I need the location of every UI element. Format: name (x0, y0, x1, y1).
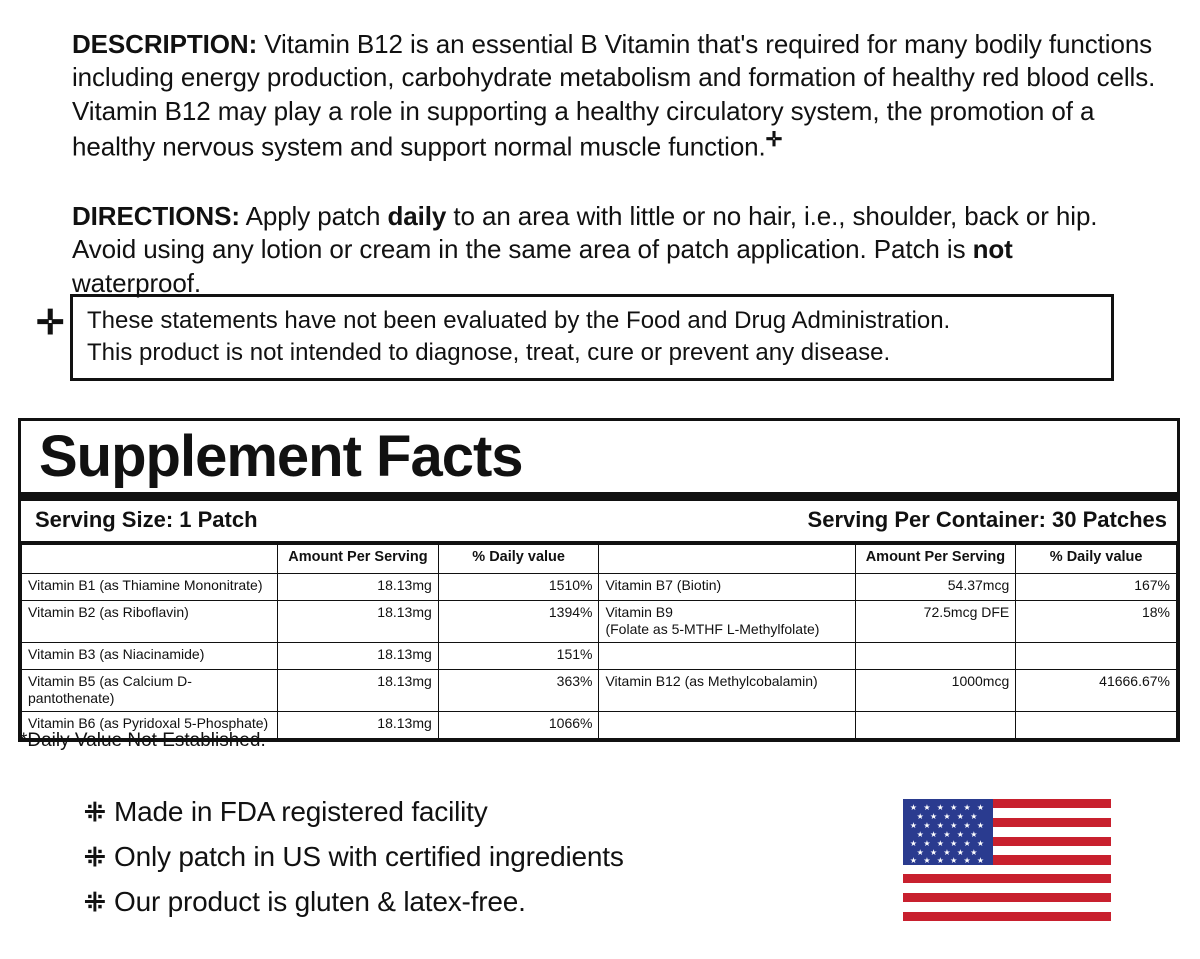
nutrient-amount: 18.13mg (278, 573, 439, 600)
dagger-icon: ✛ (765, 128, 783, 151)
nutrient-name: Vitamin B2 (as Riboflavin) (22, 600, 278, 642)
nutrient-amount: 18.13mg (278, 642, 439, 669)
nutrient-name: Vitamin B6 (as Pyridoxal 5-Phosphate) (22, 711, 278, 738)
list-item (84, 886, 624, 918)
table-row (22, 600, 1177, 642)
servings-per-container: Serving Per Container: 30 Patches (807, 506, 1167, 532)
nutrient-dv: 151% (438, 642, 599, 669)
nutrient-name: Vitamin B1 (as Thiamine Mononitrate) (22, 573, 278, 600)
directions-text-2: to an area with little or no hair, i.e., shoulder, back or hip. Avoid using any lotion or cream in the same area of patch application. Patch is (72, 201, 1098, 265)
nutrient-dv: 1394% (438, 600, 599, 642)
feature-label: Made in FDA registered facility (114, 796, 488, 827)
list-item (84, 796, 624, 828)
nutrient-dv: 167% (1016, 573, 1177, 600)
header-left-blank (22, 544, 278, 573)
nutrient-dv: 18% (1016, 600, 1177, 642)
directions-bold-daily: daily (387, 201, 447, 231)
nutrient-amount: 18.13mg (278, 600, 439, 642)
dagger-icon: ✛ (36, 304, 65, 342)
nutrient-amount: 54.37mcg (855, 573, 1016, 600)
table-row (22, 573, 1177, 600)
nutrient-dv-empty (1016, 711, 1177, 738)
table-row (22, 642, 1177, 669)
nutrient-dv: 1510% (438, 573, 599, 600)
directions-bold-not: not (972, 234, 1013, 265)
nutrient-name: Vitamin B5 (as Calcium D-pantothenate) (22, 669, 278, 711)
list-item (84, 841, 624, 873)
nutrient-amount: 1000mcg (855, 669, 1016, 711)
serving-size: Serving Size: 1 Patch (35, 506, 258, 532)
header-daily-value-left: % Daily value (438, 544, 599, 573)
supplement-facts-title: Supplement Facts (39, 424, 523, 489)
directions-text-3: waterproof. (72, 267, 201, 298)
nutrient-dv-empty (1016, 642, 1177, 669)
nutrient-amount: 18.13mg (278, 711, 439, 738)
nutrition-table (21, 544, 1177, 739)
nutrient-name-multiline (599, 600, 855, 642)
header-right-blank (599, 544, 855, 573)
description-label: DESCRIPTION: (72, 29, 258, 59)
directions-text-1: Apply patch (239, 201, 388, 231)
table-row (22, 669, 1177, 711)
header-amount-per-serving-right: Amount Per Serving (855, 544, 1016, 573)
feature-label: Only patch in US with certified ingredients (114, 841, 624, 872)
title-rule (21, 492, 1177, 501)
supplement-facts-panel (18, 418, 1180, 742)
cross-bullet-icon: ⁜ (84, 886, 106, 917)
nutrient-name-line-2: (Folate as 5-MTHF L-Methylfolate) (605, 621, 820, 638)
directions-label: DIRECTIONS: (72, 201, 240, 231)
nutrient-dv: 363% (438, 669, 599, 711)
nutrient-amount: 18.13mg (278, 669, 439, 711)
feature-list (84, 796, 624, 931)
nutrient-name: Vitamin B3 (as Niacinamide) (22, 642, 278, 669)
description-paragraph (72, 28, 1162, 164)
cross-bullet-icon: ⁜ (84, 841, 106, 872)
nutrient-amount: 72.5mcg DFE (855, 600, 1016, 642)
nutrient-name-empty (599, 642, 855, 669)
fda-disclaimer-box (70, 294, 1114, 381)
fda-disclaimer-line-2: This product is not intended to diagnose, treat, cure or prevent any disease. (87, 338, 891, 366)
description-text: Vitamin B12 is an essential B Vitamin that's required for many bodily functions including energy production, carbohydrate metabolism and formation of healthy red blood cells. Vitamin B12 may play a role in supporting a healthy circulatory system, the promotion of a healthy nervous system and support normal muscle function. (72, 29, 1156, 162)
feature-label: Our product is gluten & latex-free. (114, 886, 526, 917)
header-daily-value-right: % Daily value (1016, 544, 1177, 573)
header-amount-per-serving-left: Amount Per Serving (278, 544, 439, 573)
nutrient-name: Vitamin B7 (Biotin) (599, 573, 855, 600)
nutrient-dv: 1066% (438, 711, 599, 738)
serving-info-row (21, 501, 1177, 544)
nutrient-dv: 41666.67% (1016, 669, 1177, 711)
cross-bullet-icon: ⁜ (84, 796, 106, 827)
us-flag-icon: ★ ★ ★ ★ ★ ★ ★ ★ ★ ★ ★ ★ ★ ★ ★ ★ ★ ★ ★ ★ ★ ★ ★ ★ ★ ★ ★ ★ ★ ★ ★ ★ ★ ★ ★ ★ ★ ★ ★ (903, 799, 1111, 921)
table-header-row (22, 544, 1177, 573)
fda-disclaimer-line-1: These statements have not been evaluated by the Food and Drug Administration. (87, 307, 951, 334)
nutrient-name-line-1: Vitamin B9 (605, 603, 673, 620)
directions-paragraph (72, 200, 1142, 300)
nutrient-name: Vitamin B12 (as Methylcobalamin) (599, 669, 855, 711)
nutrient-amount-empty (855, 711, 1016, 738)
nutrient-name-empty (599, 711, 855, 738)
nutrient-amount-empty (855, 642, 1016, 669)
daily-value-footnote: *Daily Value Not Established. (20, 730, 266, 751)
